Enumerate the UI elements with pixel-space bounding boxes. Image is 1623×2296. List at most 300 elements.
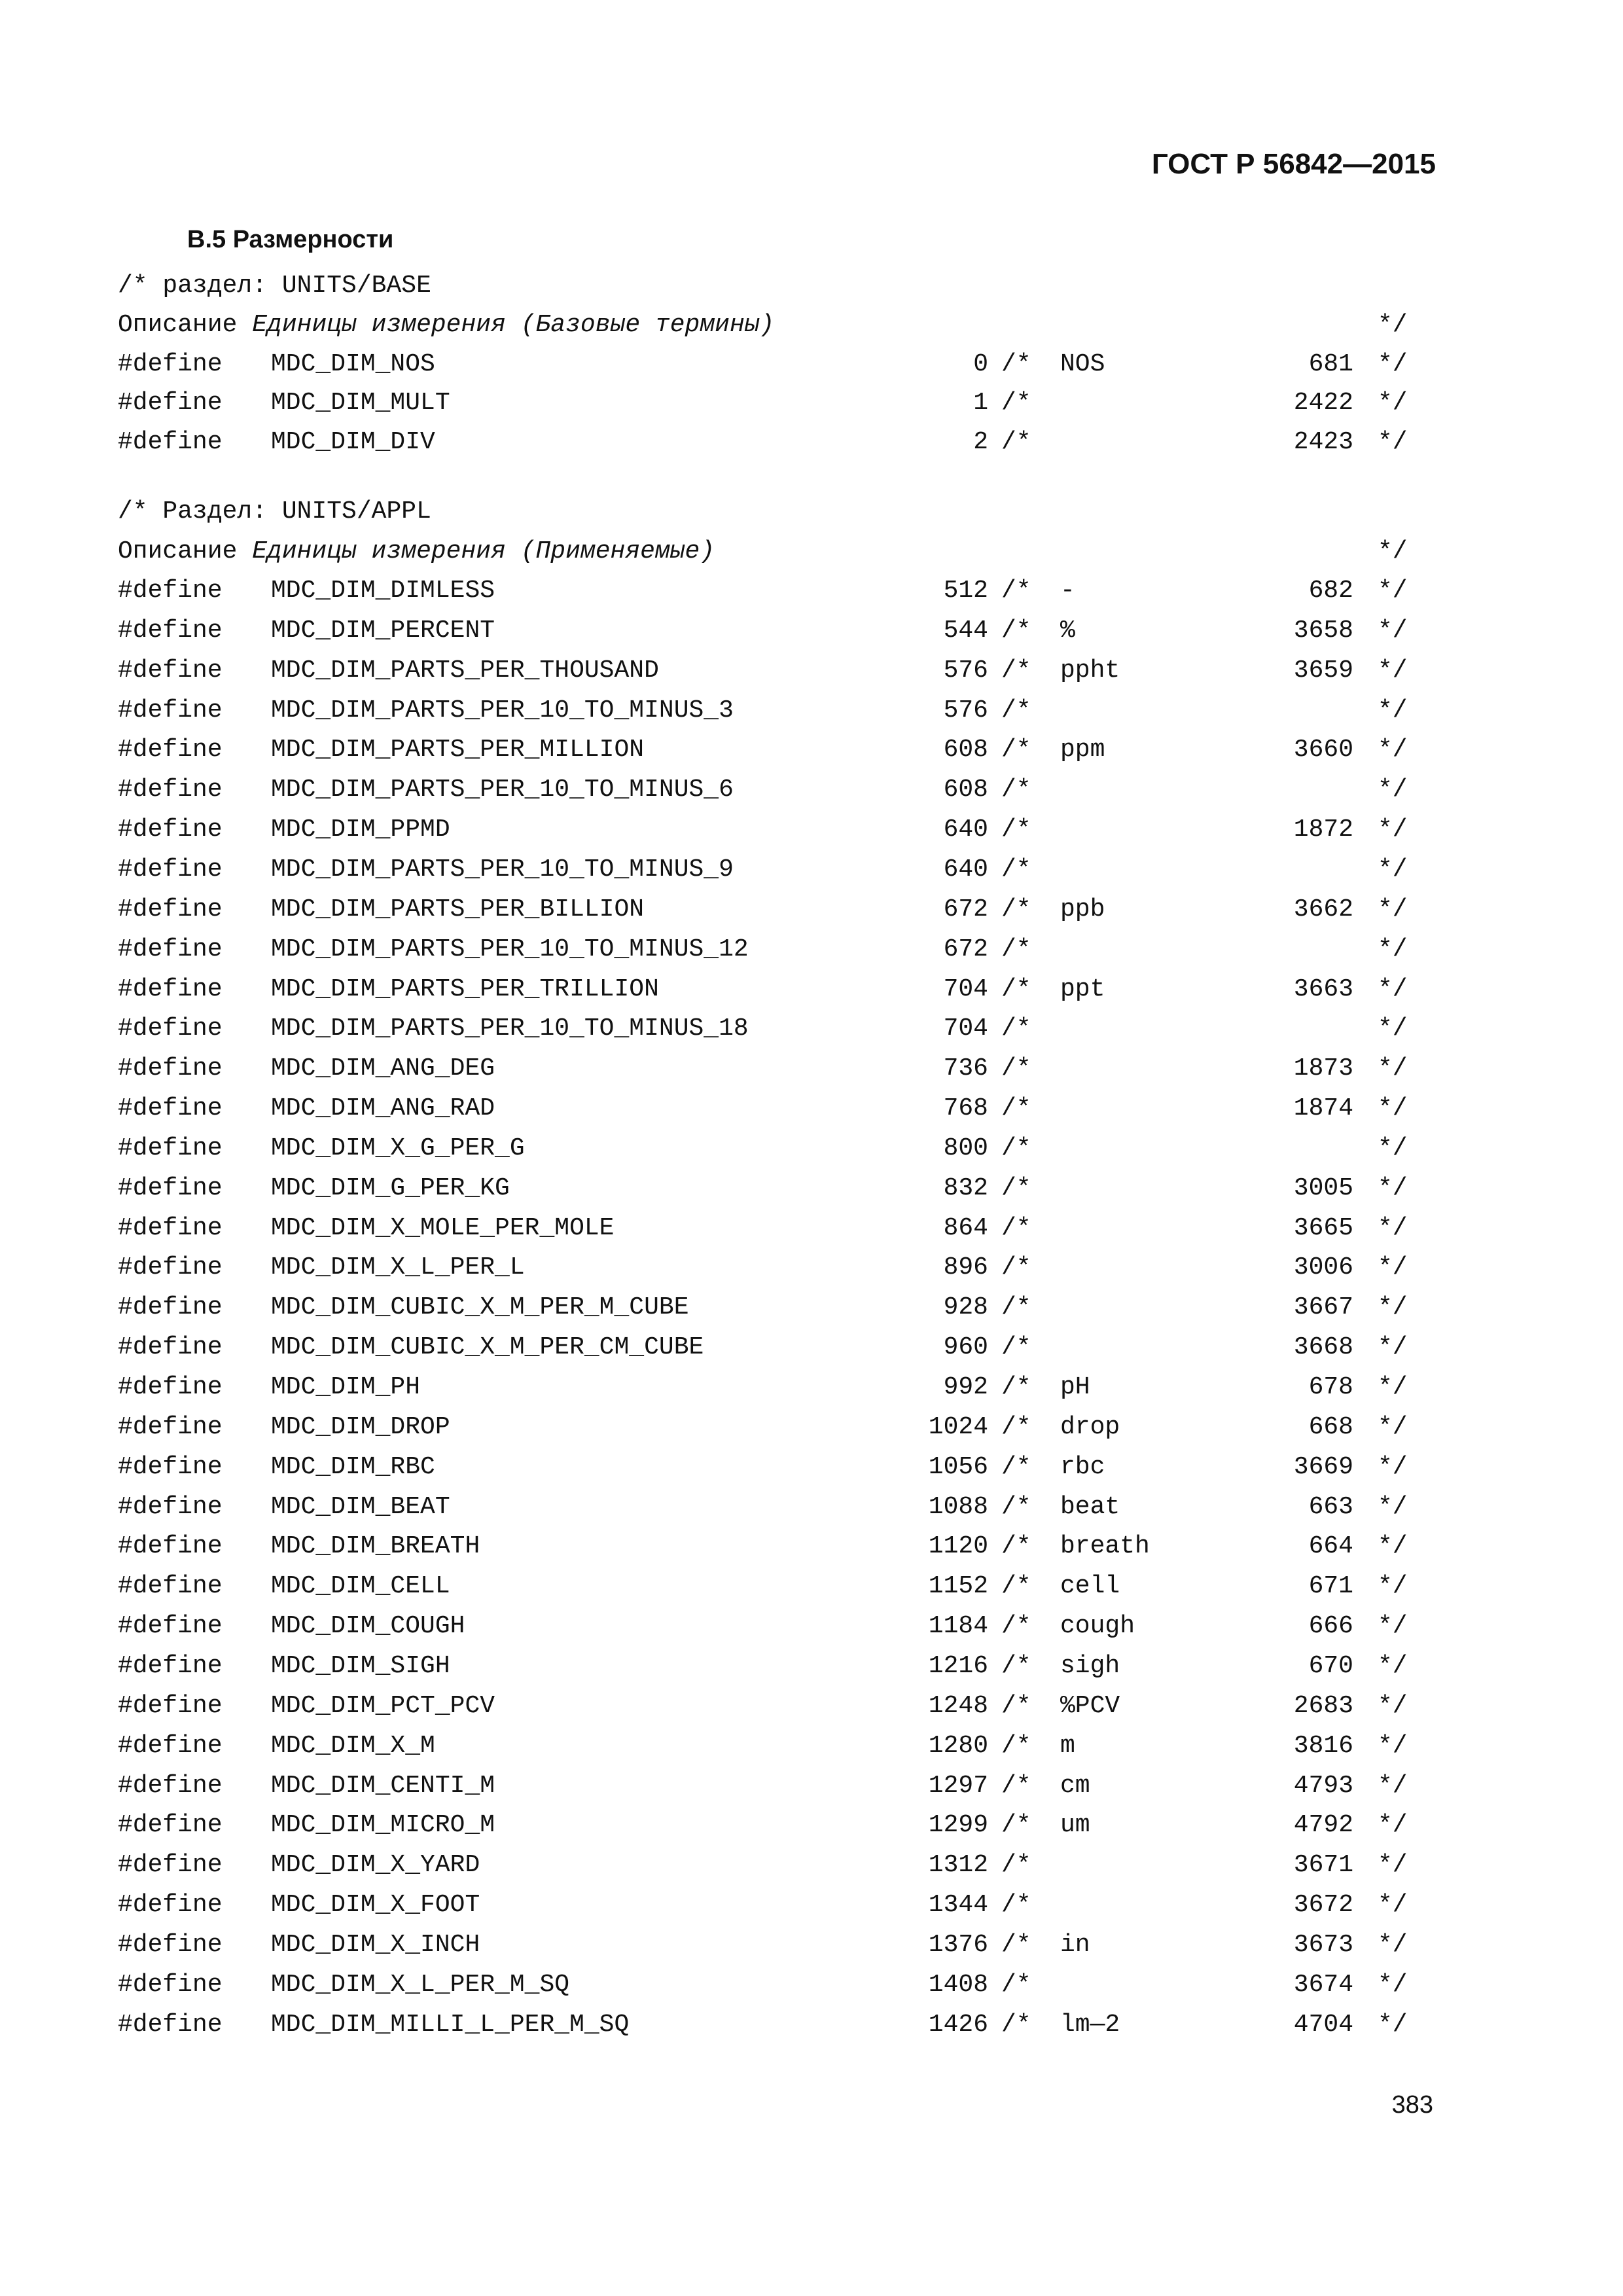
comment-close: */ — [1378, 1293, 1408, 1322]
define-row — [0, 1770, 1623, 1803]
define-keyword: #define — [118, 1771, 223, 1800]
comment-open: /* — [1001, 1811, 1031, 1840]
unit-code: 1872 — [1293, 816, 1353, 844]
unit-code: 3667 — [1293, 1293, 1353, 1322]
constant-value: 1184 — [928, 1612, 988, 1641]
description-prefix: Описание — [118, 311, 253, 339]
constant-value: 736 — [943, 1054, 988, 1083]
define-keyword: #define — [118, 616, 223, 645]
description-italic: Единицы измерения (Применяемые) — [252, 537, 715, 565]
constant-name: MDC_DIM_MULT — [271, 389, 450, 418]
define-row — [0, 575, 1623, 607]
define-keyword: #define — [118, 736, 223, 764]
comment-open: /* — [1001, 1452, 1031, 1481]
unit-code: 2422 — [1293, 389, 1353, 418]
comment-close: */ — [1378, 1492, 1408, 1521]
comment-close: */ — [1378, 1174, 1408, 1202]
define-row — [0, 1570, 1623, 1603]
description-text — [118, 309, 774, 342]
define-row — [0, 853, 1623, 886]
unit-symbol: pH — [1060, 1373, 1090, 1401]
constant-name: MDC_DIM_PARTS_PER_10_TO_MINUS_6 — [271, 776, 734, 804]
constant-value: 1426 — [928, 2010, 988, 2039]
define-row — [0, 1530, 1623, 1563]
define-row — [0, 1291, 1623, 1324]
define-keyword: #define — [118, 1412, 223, 1441]
define-keyword: #define — [118, 1492, 223, 1521]
comment-close: */ — [1378, 656, 1408, 685]
constant-name: MDC_DIM_X_G_PER_G — [271, 1134, 525, 1162]
define-row — [0, 1610, 1623, 1643]
define-keyword: #define — [118, 776, 223, 804]
define-row — [0, 348, 1623, 381]
constant-name: MDC_DIM_X_FOOT — [271, 1891, 480, 1920]
unit-code: 670 — [1308, 1651, 1353, 1680]
constant-name: MDC_DIM_RBC — [271, 1452, 435, 1481]
comment-close: */ — [1378, 1930, 1408, 1959]
comment-close: */ — [1378, 1811, 1408, 1840]
unit-code: 1874 — [1293, 1094, 1353, 1123]
unit-code: 3816 — [1293, 1731, 1353, 1760]
constant-value: 640 — [943, 816, 988, 844]
unit-symbol: ppht — [1060, 656, 1120, 685]
define-keyword: #define — [118, 1293, 223, 1322]
define-keyword: #define — [118, 1572, 223, 1601]
comment-close: */ — [1378, 1891, 1408, 1920]
define-keyword: #define — [118, 1373, 223, 1401]
constant-value: 992 — [943, 1373, 988, 1401]
section-title: В.5 Размерности — [187, 226, 394, 253]
unit-code: 678 — [1308, 1373, 1353, 1401]
comment-close: */ — [1378, 350, 1408, 378]
constant-name: MDC_DIM_X_YARD — [271, 1851, 480, 1880]
unit-code: 671 — [1308, 1572, 1353, 1601]
constant-value: 576 — [943, 696, 988, 725]
unit-symbol: - — [1060, 577, 1075, 605]
unit-symbol: ppt — [1060, 975, 1105, 1003]
unit-code: 3665 — [1293, 1213, 1353, 1242]
unit-code: 3662 — [1293, 895, 1353, 924]
unit-code: 3672 — [1293, 1891, 1353, 1920]
comment-close: */ — [1378, 616, 1408, 645]
define-keyword: #define — [118, 1094, 223, 1123]
comment-close: */ — [1378, 1532, 1408, 1561]
description-line-base — [0, 309, 1623, 342]
unit-symbol: ppm — [1060, 736, 1105, 764]
unit-code: 3658 — [1293, 616, 1353, 645]
constant-value: 608 — [943, 776, 988, 804]
define-row — [0, 1052, 1623, 1085]
define-row — [0, 973, 1623, 1006]
comment-open: /* — [1001, 1731, 1031, 1760]
constant-value: 1 — [973, 389, 988, 418]
constant-name: MDC_DIM_X_L_PER_L — [271, 1253, 525, 1282]
define-keyword: #define — [118, 427, 223, 456]
constant-value: 1216 — [928, 1651, 988, 1680]
comment-open: /* — [1001, 1134, 1031, 1162]
comment-open: /* — [1001, 855, 1031, 884]
constant-name: MDC_DIM_CELL — [271, 1572, 450, 1601]
constant-value: 864 — [943, 1213, 988, 1242]
define-row — [0, 1650, 1623, 1683]
constant-value: 1297 — [928, 1771, 988, 1800]
unit-code: 682 — [1308, 577, 1353, 605]
comment-close: */ — [1378, 537, 1408, 565]
comment-close: */ — [1378, 1452, 1408, 1481]
comment-close: */ — [1378, 1412, 1408, 1441]
comment-close: */ — [1378, 895, 1408, 924]
page-number: 383 — [1391, 2091, 1433, 2119]
define-row — [0, 1092, 1623, 1125]
constant-value: 544 — [943, 616, 988, 645]
comment-close: */ — [1378, 577, 1408, 605]
description-prefix: Описание — [118, 537, 253, 565]
unit-symbol: um — [1060, 1811, 1090, 1840]
unit-code: 668 — [1308, 1412, 1353, 1441]
comment-close: */ — [1378, 1691, 1408, 1720]
define-row — [0, 1371, 1623, 1404]
comment-close: */ — [1378, 1651, 1408, 1680]
unit-code: 663 — [1308, 1492, 1353, 1521]
define-keyword: #define — [118, 1134, 223, 1162]
constant-name: MDC_DIM_PARTS_PER_TRILLION — [271, 975, 659, 1003]
unit-code: 666 — [1308, 1612, 1353, 1641]
define-keyword: #define — [118, 1731, 223, 1760]
unit-code: 3674 — [1293, 1970, 1353, 1999]
comment-open: /* — [1001, 975, 1031, 1003]
unit-code: 3671 — [1293, 1851, 1353, 1880]
comment-open: /* — [1001, 656, 1031, 685]
define-keyword: #define — [118, 2010, 223, 2039]
constant-value: 1376 — [928, 1930, 988, 1959]
constant-name: MDC_DIM_SIGH — [271, 1651, 450, 1680]
comment-open: /* — [1001, 1572, 1031, 1601]
constant-name: MDC_DIM_X_INCH — [271, 1930, 480, 1959]
comment-open: /* — [1001, 1412, 1031, 1441]
constant-name: MDC_DIM_COUGH — [271, 1612, 465, 1641]
constant-name: MDC_DIM_CUBIC_X_M_PER_M_CUBE — [271, 1293, 689, 1322]
define-row — [0, 1331, 1623, 1364]
constant-name: MDC_DIM_CUBIC_X_M_PER_CM_CUBE — [271, 1333, 704, 1362]
comment-open: /* — [1001, 1970, 1031, 1999]
define-row — [0, 1809, 1623, 1842]
unit-symbol: cell — [1060, 1572, 1120, 1601]
define-row — [0, 1172, 1623, 1205]
comment-open: /* — [1001, 616, 1031, 645]
comment-open: /* — [1001, 895, 1031, 924]
section-comment-text: /* раздел: UNITS/BASE — [118, 272, 431, 300]
comment-close: */ — [1378, 696, 1408, 725]
define-keyword: #define — [118, 855, 223, 884]
section-comment-base — [0, 270, 1623, 302]
unit-symbol: cough — [1060, 1612, 1135, 1641]
comment-close: */ — [1378, 1253, 1408, 1282]
define-keyword: #define — [118, 895, 223, 924]
description-text — [118, 535, 715, 568]
define-row — [0, 1969, 1623, 2001]
constant-value: 608 — [943, 736, 988, 764]
comment-close: */ — [1378, 1213, 1408, 1242]
define-row — [0, 1013, 1623, 1045]
define-keyword: #define — [118, 1930, 223, 1959]
comment-close: */ — [1378, 1771, 1408, 1800]
constant-name: MDC_DIM_PARTS_PER_10_TO_MINUS_12 — [271, 935, 749, 963]
comment-open: /* — [1001, 1373, 1031, 1401]
comment-open: /* — [1001, 2010, 1031, 2039]
unit-code: 4793 — [1293, 1771, 1353, 1800]
comment-open: /* — [1001, 1174, 1031, 1202]
define-keyword: #define — [118, 389, 223, 418]
constant-value: 1024 — [928, 1412, 988, 1441]
constant-value: 640 — [943, 855, 988, 884]
comment-open: /* — [1001, 1532, 1031, 1561]
unit-code: 3660 — [1293, 736, 1353, 764]
constant-name: MDC_DIM_PARTS_PER_MILLION — [271, 736, 645, 764]
define-keyword: #define — [118, 1811, 223, 1840]
unit-code: 1873 — [1293, 1054, 1353, 1083]
define-row — [0, 1849, 1623, 1882]
comment-open: /* — [1001, 389, 1031, 418]
constant-name: MDC_DIM_NOS — [271, 350, 435, 378]
define-row — [0, 1929, 1623, 1962]
define-keyword: #define — [118, 656, 223, 685]
constant-value: 704 — [943, 1014, 988, 1043]
description-line-appl — [0, 535, 1623, 568]
define-row — [0, 1889, 1623, 1922]
define-row — [0, 387, 1623, 420]
comment-open: /* — [1001, 696, 1031, 725]
constant-value: 1056 — [928, 1452, 988, 1481]
define-row — [0, 1491, 1623, 1524]
define-keyword: #define — [118, 1333, 223, 1362]
constant-value: 832 — [943, 1174, 988, 1202]
constant-name: MDC_DIM_BREATH — [271, 1532, 480, 1561]
define-row — [0, 1690, 1623, 1723]
unit-symbol: drop — [1060, 1412, 1120, 1441]
comment-open: /* — [1001, 1851, 1031, 1880]
constant-name: MDC_DIM_PERCENT — [271, 616, 495, 645]
constant-name: MDC_DIM_X_M — [271, 1731, 435, 1760]
unit-symbol: %PCV — [1060, 1691, 1120, 1720]
define-keyword: #define — [118, 975, 223, 1003]
comment-close: */ — [1378, 1094, 1408, 1123]
comment-close: */ — [1378, 1572, 1408, 1601]
define-row — [0, 814, 1623, 846]
constant-name: MDC_DIM_ANG_DEG — [271, 1054, 495, 1083]
unit-symbol: breath — [1060, 1532, 1150, 1561]
constant-value: 1312 — [928, 1851, 988, 1880]
constant-name: MDC_DIM_DIV — [271, 427, 435, 456]
comment-close: */ — [1378, 935, 1408, 963]
constant-name: MDC_DIM_PARTS_PER_THOUSAND — [271, 656, 659, 685]
comment-open: /* — [1001, 577, 1031, 605]
unit-code: 3668 — [1293, 1333, 1353, 1362]
comment-close: */ — [1378, 1014, 1408, 1043]
comment-open: /* — [1001, 1014, 1031, 1043]
comment-open: /* — [1001, 1054, 1031, 1083]
define-keyword: #define — [118, 1213, 223, 1242]
constant-name: MDC_DIM_ANG_RAD — [271, 1094, 495, 1123]
comment-close: */ — [1378, 736, 1408, 764]
constant-value: 1299 — [928, 1811, 988, 1840]
comment-open: /* — [1001, 1691, 1031, 1720]
define-row — [0, 734, 1623, 766]
define-row — [0, 933, 1623, 966]
comment-close: */ — [1378, 975, 1408, 1003]
description-italic: Единицы измерения (Базовые термины) — [252, 311, 775, 339]
comment-open: /* — [1001, 1094, 1031, 1123]
comment-open: /* — [1001, 1771, 1031, 1800]
comment-close: */ — [1378, 855, 1408, 884]
constant-name: MDC_DIM_PARTS_PER_10_TO_MINUS_9 — [271, 855, 734, 884]
comment-close: */ — [1378, 816, 1408, 844]
constant-value: 2 — [973, 427, 988, 456]
section-comment-appl — [0, 495, 1623, 528]
comment-open: /* — [1001, 350, 1031, 378]
unit-symbol: in — [1060, 1930, 1090, 1959]
define-row — [0, 615, 1623, 647]
constant-value: 1088 — [928, 1492, 988, 1521]
unit-code: 2683 — [1293, 1691, 1353, 1720]
define-keyword: #define — [118, 816, 223, 844]
define-keyword: #define — [118, 1851, 223, 1880]
unit-code: 681 — [1308, 350, 1353, 378]
define-keyword: #define — [118, 1891, 223, 1920]
unit-symbol: % — [1060, 616, 1075, 645]
define-keyword: #define — [118, 1691, 223, 1720]
unit-symbol: sigh — [1060, 1651, 1120, 1680]
comment-close: */ — [1378, 1612, 1408, 1641]
unit-symbol: beat — [1060, 1492, 1120, 1521]
constant-name: MDC_DIM_PCT_PCV — [271, 1691, 495, 1720]
define-row — [0, 1730, 1623, 1763]
comment-open: /* — [1001, 776, 1031, 804]
document-id: ГОСТ Р 56842—2015 — [1151, 148, 1436, 180]
constant-name: MDC_DIM_DROP — [271, 1412, 450, 1441]
define-keyword: #define — [118, 1253, 223, 1282]
comment-open: /* — [1001, 1492, 1031, 1521]
comment-close: */ — [1378, 1851, 1408, 1880]
constant-value: 0 — [973, 350, 988, 378]
comment-open: /* — [1001, 1930, 1031, 1959]
unit-code: 3006 — [1293, 1253, 1353, 1282]
constant-value: 512 — [943, 577, 988, 605]
unit-code: 4792 — [1293, 1811, 1353, 1840]
constant-name: MDC_DIM_CENTI_M — [271, 1771, 495, 1800]
define-keyword: #define — [118, 1174, 223, 1202]
define-keyword: #define — [118, 1014, 223, 1043]
define-keyword: #define — [118, 350, 223, 378]
unit-code: 3673 — [1293, 1930, 1353, 1959]
comment-close: */ — [1378, 2010, 1408, 2039]
define-row — [0, 893, 1623, 926]
comment-close: */ — [1378, 1731, 1408, 1760]
define-row — [0, 1411, 1623, 1444]
comment-open: /* — [1001, 816, 1031, 844]
comment-close: */ — [1378, 1333, 1408, 1362]
constant-value: 1280 — [928, 1731, 988, 1760]
comment-open: /* — [1001, 1891, 1031, 1920]
constant-name: MDC_DIM_G_PER_KG — [271, 1174, 510, 1202]
constant-name: MDC_DIM_BEAT — [271, 1492, 450, 1521]
comment-open: /* — [1001, 1213, 1031, 1242]
unit-symbol: lm—2 — [1060, 2010, 1120, 2039]
constant-value: 1248 — [928, 1691, 988, 1720]
constant-value: 896 — [943, 1253, 988, 1282]
constant-name: MDC_DIM_PPMD — [271, 816, 450, 844]
define-row — [0, 1212, 1623, 1245]
comment-open: /* — [1001, 1253, 1031, 1282]
constant-value: 1408 — [928, 1970, 988, 1999]
unit-code: 3663 — [1293, 975, 1353, 1003]
define-keyword: #define — [118, 935, 223, 963]
define-row — [0, 2009, 1623, 2041]
constant-value: 576 — [943, 656, 988, 685]
unit-symbol: cm — [1060, 1771, 1090, 1800]
unit-code: 2423 — [1293, 427, 1353, 456]
unit-code: 3659 — [1293, 656, 1353, 685]
unit-code: 3005 — [1293, 1174, 1353, 1202]
constant-value: 768 — [943, 1094, 988, 1123]
define-row — [0, 426, 1623, 459]
constant-value: 672 — [943, 895, 988, 924]
comment-open: /* — [1001, 1333, 1031, 1362]
define-row — [0, 655, 1623, 687]
constant-value: 928 — [943, 1293, 988, 1322]
unit-symbol: m — [1060, 1731, 1075, 1760]
define-keyword: #define — [118, 1970, 223, 1999]
define-keyword: #define — [118, 696, 223, 725]
comment-close: */ — [1378, 1134, 1408, 1162]
comment-open: /* — [1001, 736, 1031, 764]
constant-name: MDC_DIM_X_L_PER_M_SQ — [271, 1970, 570, 1999]
constant-value: 704 — [943, 975, 988, 1003]
define-keyword: #define — [118, 1532, 223, 1561]
constant-name: MDC_DIM_X_MOLE_PER_MOLE — [271, 1213, 615, 1242]
constant-value: 1344 — [928, 1891, 988, 1920]
constant-name: MDC_DIM_PARTS_PER_BILLION — [271, 895, 645, 924]
define-keyword: #define — [118, 1651, 223, 1680]
define-keyword: #define — [118, 1452, 223, 1481]
comment-open: /* — [1001, 427, 1031, 456]
constant-value: 1152 — [928, 1572, 988, 1601]
constant-value: 672 — [943, 935, 988, 963]
define-row — [0, 1251, 1623, 1284]
comment-close: */ — [1378, 427, 1408, 456]
define-row — [0, 694, 1623, 727]
define-keyword: #define — [118, 577, 223, 605]
constant-name: MDC_DIM_PARTS_PER_10_TO_MINUS_3 — [271, 696, 734, 725]
constant-value: 1120 — [928, 1532, 988, 1561]
constant-name: MDC_DIM_PH — [271, 1373, 421, 1401]
comment-close: */ — [1378, 776, 1408, 804]
comment-close: */ — [1378, 311, 1408, 339]
comment-close: */ — [1378, 1970, 1408, 1999]
comment-close: */ — [1378, 1054, 1408, 1083]
comment-open: /* — [1001, 1612, 1031, 1641]
constant-name: MDC_DIM_MICRO_M — [271, 1811, 495, 1840]
comment-open: /* — [1001, 1293, 1031, 1322]
constant-value: 960 — [943, 1333, 988, 1362]
unit-code: 664 — [1308, 1532, 1353, 1561]
constant-name: MDC_DIM_DIMLESS — [271, 577, 495, 605]
constant-name: MDC_DIM_MILLI_L_PER_M_SQ — [271, 2010, 630, 2039]
define-keyword: #define — [118, 1612, 223, 1641]
define-row — [0, 1132, 1623, 1165]
comment-open: /* — [1001, 935, 1031, 963]
comment-open: /* — [1001, 1651, 1031, 1680]
unit-code: 3669 — [1293, 1452, 1353, 1481]
